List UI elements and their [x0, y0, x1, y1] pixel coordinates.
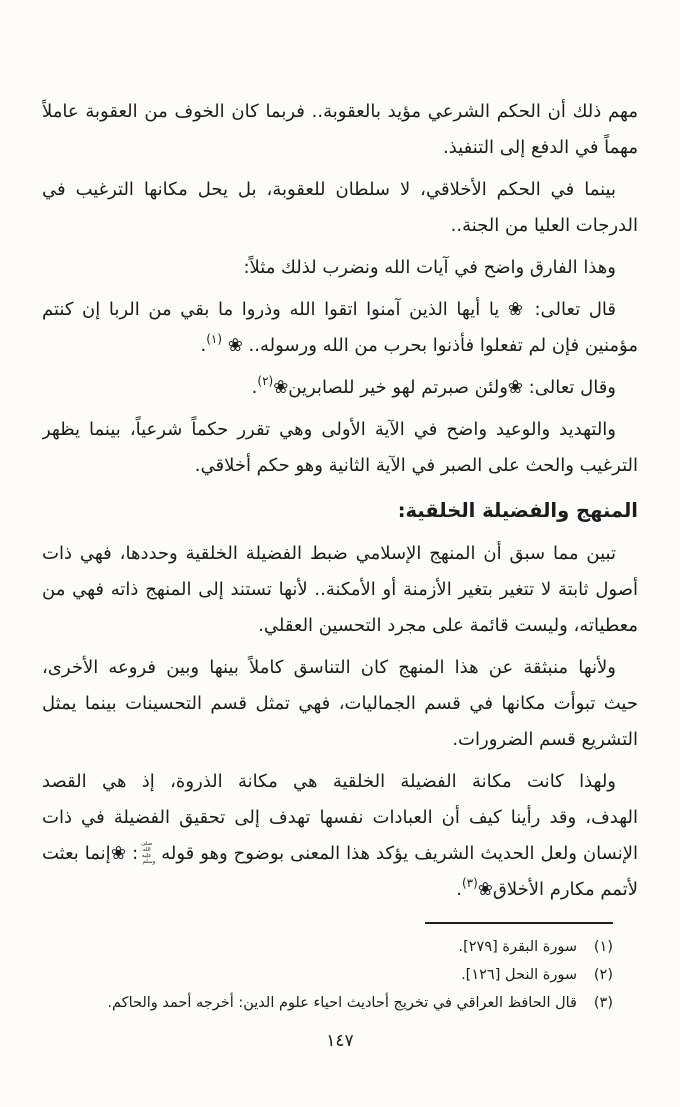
verse-text: : ❀إنما بعثت [42, 843, 139, 864]
footnote-ref-3: (٣) [461, 876, 478, 890]
paragraph [42, 650, 638, 758]
text-line: والتهديد والوعيد واضح في الآية الأولى وهي تقرر حكماً شرعياً، بينما يظهر [42, 419, 616, 440]
text-line: الدرجات العليا من الجنة.. [450, 215, 638, 236]
text-line: قال تعالى: ❀ يا أيها الذين آمنوا اتقوا الله وذروا ما بقي من الربا إن كنتم [42, 299, 616, 320]
text-line [42, 328, 638, 364]
paragraph [42, 412, 638, 484]
verse-text: مؤمنين فإن لم تفعلوا فأذنوا بحرب من الله ورسوله.. ❀ [222, 335, 638, 356]
paragraph [42, 172, 638, 244]
verse-text: لأتمم مكارم الأخلاق❀ [477, 879, 638, 900]
text-line [42, 370, 638, 406]
footnote-ref-1: (١) [206, 332, 223, 346]
footnote-text: سورة النحل [١٢٦]. [461, 967, 577, 983]
footnote-text: سورة البقرة [٢٧٩]. [458, 939, 577, 955]
paragraph [42, 536, 638, 644]
text-line: وهذا الفارق واضح في آيات الله ونضرب لذلك مثلاً: [243, 257, 616, 278]
footnote [42, 989, 638, 1017]
text-line [42, 836, 638, 872]
text-line: تبين مما سبق أن المنهج الإسلامي ضبط الفضيلة الخلقية وحددها، فهي ذات [42, 543, 616, 564]
text-line: ولأنها منبثقة عن هذا المنهج كان التناسق كاملاً بينها وبين فروعه الأخرى، [42, 657, 616, 678]
page-number: ١٤٧ [326, 1031, 354, 1051]
paragraph [42, 370, 638, 406]
text-line: مهماً في الدفع إلى التنفيذ. [443, 137, 638, 158]
paragraph [42, 292, 638, 364]
paragraph [42, 764, 638, 908]
period: . [456, 879, 462, 900]
text-line: بينما في الحكم الأخلاقي، لا سلطان للعقوبة، بل يحل مكانها الترغيب في [42, 179, 616, 200]
text-line: مهم ذلك أن الحكم الشرعي مؤيد بالعقوبة.. فربما كان الخوف من العقوبة عاملاً [42, 101, 638, 122]
footnote-number: (٣) [593, 995, 613, 1011]
footnote-text: قال الحافظ العراقي في تخريج أحاديث احياء علوم الدين: أخرجه أحمد والحاكم. [107, 995, 577, 1011]
footnote-ref-2: (٢) [257, 374, 274, 388]
section-heading: المنهج والفضيلة الخلقية: [397, 499, 638, 522]
pbuh-symbol: صلى الله عليه وسلم [141, 840, 156, 865]
footnote-separator [425, 922, 613, 924]
footnote-number: (١) [593, 939, 613, 955]
text-line: معطياته، وليست قائمة على مجرد التحسين العقلي. [258, 615, 638, 636]
footnote [42, 961, 638, 989]
text-line: ولهذا كانت مكانة الفضيلة الخلقية هي مكانة الذروة، إذ هي القصد [42, 771, 616, 792]
paragraph [42, 250, 638, 286]
period: . [251, 377, 258, 398]
verse-text: وقال تعالى: ❀ولئن صبرتم لهو خير للصابرين❀ [273, 377, 616, 398]
footnotes-section [42, 933, 638, 1017]
text-line: أصول ثابتة لا تتغير بتغير الأزمنة أو الأمكنة.. لأنها تستند إلى المنهج ذاته فهي من [42, 579, 638, 600]
text-line: الهدف، وقد رأينا كيف أن العبادات نفسها تهدف إلى تحقيق الفضيلة في ذات [42, 807, 638, 828]
period: . [200, 335, 207, 356]
text-line [42, 872, 638, 908]
footnote-number: (٢) [593, 967, 613, 983]
body-text: الإنسان ولعل الحديث الشريف يؤكد هذا المعنى بوضوح وهو قوله [161, 843, 638, 864]
text-line: حيث تبوأت مكانها في قسم الجماليات، فهي تمثل قسم التحسينات بينما يمثل [42, 693, 638, 714]
text-line: الترغيب والحث على الصبر في الآية الثانية وهو حكم أخلاقي. [194, 455, 638, 476]
paragraph [42, 94, 638, 166]
footnote [42, 933, 638, 961]
text-line: التشريع قسم الضرورات. [452, 729, 638, 750]
